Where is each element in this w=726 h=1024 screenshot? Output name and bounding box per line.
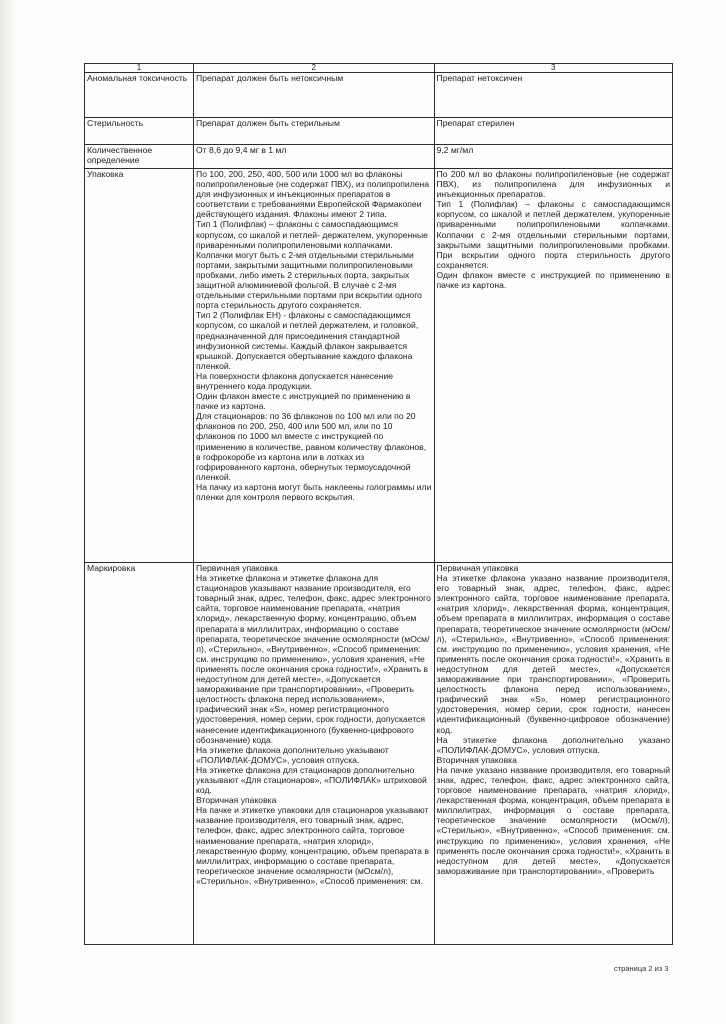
row-packaging <box>85 169 673 563</box>
requirement-text: Препарат должен быть стерильным <box>196 118 340 128</box>
result-text: Один флакон вместе с инструкцией по применению в пачке из картона. <box>436 269 670 291</box>
requirement-cell <box>194 73 434 118</box>
requirement-cell <box>194 563 434 945</box>
result-cell <box>434 145 672 169</box>
result-text: На этикетке флакона указано название производителя, его товарный знак, адрес, телефон, факс, адрес электронного сайта, торговое наименование препарата, «натрия хлорид», лекарственная форма, концентрация, объем препарата в миллилитрах, информация о составе препарата, теоретическое значение осмолярности (мОсм/л), «Стерильно», «Внутривенно», «Способ применения: см. инструкцию по применению», условия хранения, «Не применять после окончания срока годности!», «Хранить в недоступном для детей месте», «Допускается замораживание при транспортировании», «Проверить целостность флакона перед использованием», графический знак «S», номер регистрационного удостоверения, номер серии, срок годности, нанесен идентификационный (буквенно-цифровое обозначение) код. <box>436 573 670 735</box>
row-label: Аномальная токсичность <box>85 73 194 118</box>
requirement-text: Вторичная упаковка <box>196 795 277 806</box>
row-label: Стерильность <box>85 118 194 145</box>
result-cell <box>434 73 672 118</box>
result-text: Препарат нетоксичен <box>436 73 523 83</box>
header-col-1: 1 <box>85 64 194 73</box>
requirement-cell <box>194 169 434 563</box>
requirement-text: На пачке и этикетке упаковки для стационаров указывают название производителя, его товарный знак, адрес, телефон, факс, адрес электронного сайта, торговое наименование препарата, «натрия хлорид», лекарственную форму, концентрацию, объем препарата в миллилитрах, информацию о составе препарата, теоретическое значение осмолярности (мОсм/л), «Стерильно», «Внутривенно», «Способ применения: см. <box>196 805 429 886</box>
result-text: 9,2 мг/мл <box>436 145 474 155</box>
requirement-cell <box>194 118 434 145</box>
row-labeling <box>85 563 673 945</box>
requirement-text: Тип 2 (Полифлак ЕН) - флаконы с самоспадающимся корпусом, со шкалой и петлей держателем, и головкой, предназначенной для присоединения стандартной инфузионной системы. Каждый флакон закрывается крышкой. Допускается обертывание каждого флакона пленкой. <box>196 310 419 371</box>
result-text: На пачке указано название производителя, его товарный знак, адрес, телефон, факс, адрес электронного сайта, торговое наименование препарата, «натрия хлорид», лекарственная форма, концентрация, объем препарата в миллилитрах, информация о составе препарата, теоретическое значение осмолярности (мОсм/л), «Стерильно», «Внутривенно», «Способ применения: см. инструкцию по применению», условия хранения, «Не применять после окончания срока годности!», «Хранить в недоступном для детей месте», «Допускается замораживание при транспортировании», «Проверить <box>436 764 670 876</box>
result-text: Вторичная упаковка <box>436 754 517 765</box>
requirement-text: Один флакон вместе с инструкцией по применению в пачке из картона. <box>196 391 411 412</box>
table-header-row <box>85 64 673 73</box>
header-col-3: 3 <box>434 64 672 73</box>
row-label: Маркировка <box>85 563 194 945</box>
requirement-text: Первичная упаковка <box>196 563 278 573</box>
row-label: Количественное определение <box>85 145 194 169</box>
row-toxicity <box>85 73 673 118</box>
requirement-text: Тип 1 (Полифлак) – флаконы с самоспадающимся корпусом, со шкалой и петлей- держателем, укупоренные приваренными полипропиленовыми колпачками. Колпачки могут быть с 2-мя отдельными стерильными портами, закрытыми защитными полипропиленовыми пробками, либо иметь 2 стерильных порта, закрытых защитной алюминиевой фольгой. В случае с 2-мя отдельными стерильными портами при вскрытии одного порта стерильность другого сохраняется. <box>196 219 428 311</box>
result-text: Тип 1 (Полифлак) – флаконы с самоспадающимся корпусом, со шкалой и петлей держателем, укупоренные приваренными полипропиленовыми колпачками. Колпачки с 2-мя отдельными стерильными портами, закрытыми защитными полипропиленовыми пробками. При вскрытии одного порта стерильность другого сохраняется. <box>436 199 670 270</box>
requirement-text: На этикетке флакона дополнительно указывают «ПОЛИФЛАК-ДОМУС», условия отпуска. <box>196 744 389 765</box>
row-label: Упаковка <box>85 169 194 563</box>
requirement-text: На пачку из картона могут быть наклеены голограммы или пленки для контроля первого вскрытия. <box>196 481 432 502</box>
row-quantitative <box>85 145 673 169</box>
requirement-text: На этикетке флакона и этикетке флакона для стационаров указывают название производителя, его товарный знак, адрес, телефон, факс, адрес электронного сайта, торговое наименование препарата, «натрия хлорид», лекарственную форму, концентрацию, объем препарата в миллилитрах, информацию о составе препарата, теоретическое значение осмолярности (мОсм/л), «Стерильно», «Внутривенно», «Способ применения: см. инструкцию по применению», условия хранения, «Не применять после окончания срока годности!», «Хранить в недоступном для детей месте», «Допускается замораживание при транспортировании», «Проверить целостность флакона перед использованием», графический знак «S», номер регистрационного удостоверения, номер серии, срок годности, допускается нанесение идентификационного (буквенно-цифрового обозначение) кода. <box>196 573 431 745</box>
requirement-cell <box>194 145 434 169</box>
header-col-2: 2 <box>194 64 434 73</box>
page-number: страница 2 из 3 <box>614 964 669 973</box>
spec-table <box>84 63 673 945</box>
requirement-text: От 8,6 до 9,4 мг в 1 мл <box>196 145 287 155</box>
result-cell <box>434 118 672 145</box>
row-sterility <box>85 118 673 145</box>
requirement-text: По 100, 200, 250, 400, 500 или 1000 мл во флаконы полипропиленовые (не содержат ПВХ), из полипропилена для инфузионных и инъекционных препаратов в соответствии с требованиями Европейской Фармакопеи действующего издания. Флаконы имеют 2 типа. <box>196 169 430 220</box>
requirement-text: На этикетке флакона для стационаров дополнительно указывают «Для стационаров», «ПОЛИФЛАК» штриховой код. <box>196 764 427 796</box>
result-text: По 200 мл во флаконы полипропиленовые (не содержат ПВХ), из полипропилена для инфузионных и инъекционных препаратов. <box>436 169 670 200</box>
scan-edge-shadow <box>0 0 18 1024</box>
result-text: Препарат стерилен <box>436 118 515 128</box>
result-cell <box>434 563 672 945</box>
result-text: Первичная упаковка <box>436 563 519 573</box>
result-cell <box>434 169 672 563</box>
result-text: На этикетке флакона дополнительно указано «ПОЛИФЛАК-ДОМУС», условия отпуска. <box>436 734 670 755</box>
requirement-text: Для стационаров: по 36 флаконов по 100 мл или по 20 флаконов по 200, 250, 400 или 500 мл, или по 10 флаконов по 1000 мл вместе с инструкцией по применению в количестве, равном количеству флаконов, в гофрокоробе из картона или в лотках из гофрированного картона, обернутых термоусадочной пленкой. <box>196 411 427 482</box>
requirement-text: На поверхности флакона допускается нанесение внутреннего кода продукции. <box>196 370 394 391</box>
requirement-text: Препарат должен быть нетоксичным <box>196 73 344 83</box>
spec-table-sheet <box>84 63 673 945</box>
